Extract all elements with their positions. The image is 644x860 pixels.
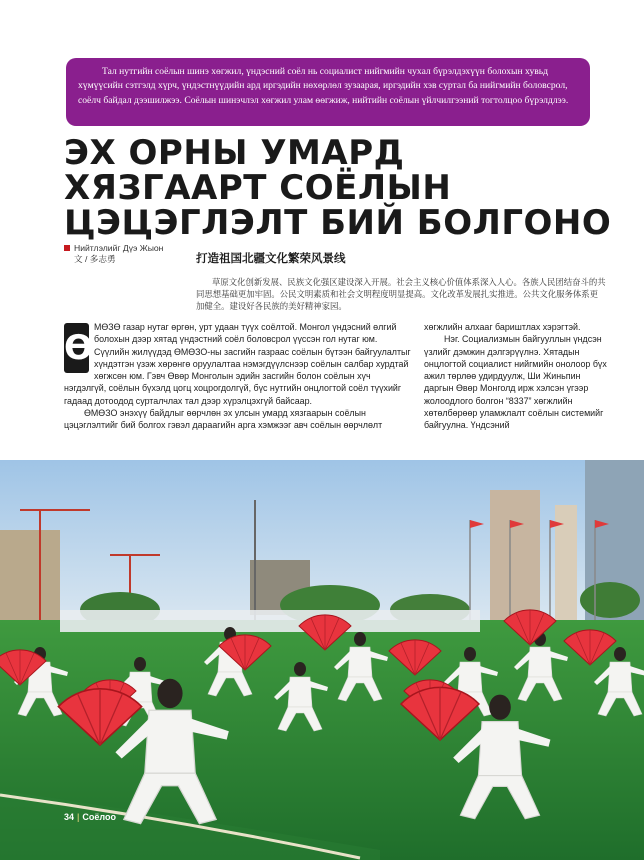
body-column-right	[424, 321, 610, 432]
headline-line-2: ХЯЗГААРТ СОЁЛЫН	[64, 168, 452, 208]
body-column-left	[64, 321, 412, 432]
intro-text: Тал нутгийн соёлын шинэ хөгжил, үндэсний соёл нь социалист нийгмийн чухал бүрэлдэхүүн болохын хувьд хүмүүсийн сэтгэлд хүрч, үндэстнүүдийн ард иргэдийн нөхөрлөл зузаарая, иргэдийн хэв суртал ба нийгмийн боловсрол, соёлч байдал дээшилжээ. Соёлын шинэчлэл хөгжил улам өөгжиж, нийтийн соёлын үйлчилгээний тогтолцоо бүрэлдлээ.	[78, 66, 569, 106]
chinese-abstract: 草原文化创新发展、民族文化强区建设深入开展。社会主义核心价值体系深入人心。各族人民团结奋斗的共同思想基础更加牢固。公民文明素质和社会文明程度明显提高。文化改革发展扎实推进。公共文化服务体系更加健全。建设好各民族的美好精神家园。	[196, 277, 606, 311]
chinese-title: 打造祖国北疆文化繁荣风景线	[196, 251, 346, 265]
byline	[64, 243, 163, 265]
byline-author-cn: 文 / 多志勇	[74, 254, 116, 264]
tai-chi-fan-dance-photo	[0, 460, 644, 860]
photo-illustration	[0, 460, 644, 860]
page-folio: 34 | Соёлоо	[64, 812, 116, 822]
article-headline	[64, 133, 624, 243]
page-number: 34	[64, 812, 75, 822]
body-paragraph-4: Нэг. Социализмын байгууллын үндсэн үзлийг дэмжин дэлгэрүүлнэ. Хятадын онцлогтой социалист нийгмийн онолоор бүх ажил төрлөө удирдуулж, Ши Жиньпин даргын Өвөр Монголд ирж хэлсэн үгээр жолоодлого болгон “8337” хөгжлийн хөтөлбөрөөр уламжлалт соёлын системийг байгуулна. Үндсэний	[424, 334, 607, 431]
headline-line-3: ЦЭЦЭГЛЭЛТ БИЙ БОЛГОНО	[64, 203, 612, 243]
body-paragraph-3: хөгжлийн алхааг бариштлах хэрэгтэй.	[424, 322, 581, 332]
headline-line-1: ЭХ ОРНЫ УМАРД	[64, 133, 405, 173]
intro-summary-box	[66, 58, 590, 126]
body-paragraph-1: МӨЗӨ газар нутаг өргөн, урт удаан түүх соёлтой. Монгол үндэсний өлгий болохын дээр хятад үндэстний соёл боловсрол үүссэн гол нутаг юм. Сүүлийн жилүүдэд ӨМӨЗО-ны засгийн газраас соёлын бүтээн байгуулалтыг хүндэтгэн үзэж хөрөнгө оруулалтаа нэмэгдүүлснээр соёлын салбар хурдтай хөгжсөн юм. Гэвч Өвөр Монголын эдийн засгийн болон соёлын хүч нэгдэлгүй, соёлын бүхэлд цогц хоцрогдолгүй, бүс нутгийн онцлогтой соёл түүхийг гадаад дотоодод сурталчлах тал дээр хүрэлцэхгүй байсаар.	[64, 322, 411, 406]
byline-author-mn: Нийтлэлийг Дүэ Жыон	[74, 243, 164, 253]
body-paragraph-2: ӨМӨЗО энэхүү байдлыг өөрчлөн эх улсын умард хязгаарын соёлын цэцэглэлтийг бий болгох гэвэл дараагийн арга хэмжээг авч соёлын өөрчлөлт	[64, 408, 383, 431]
red-square-icon	[64, 245, 70, 251]
drop-cap: Ө	[64, 323, 89, 373]
magazine-name: Соёлоо	[82, 812, 116, 822]
